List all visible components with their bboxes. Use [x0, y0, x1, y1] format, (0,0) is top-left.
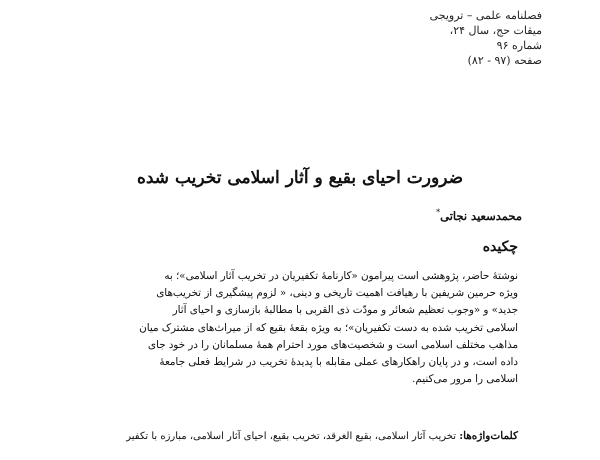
abstract-heading: چکیده [482, 239, 518, 255]
journal-pages: صفحه (۹۷ - ۸۲) [467, 54, 542, 67]
journal-name: فصلنامه علمی – ترویجی [429, 9, 542, 22]
author-line [436, 208, 522, 223]
abstract-line: ویژه حرمین شریفین با رهیافت اهمیت تاریخی و دینی، « لزوم پیشگیری از تخریب‌های [156, 287, 518, 300]
abstract-line: اسلامی را مرور می‌کنیم. [412, 373, 518, 386]
abstract-line: جدید» و «وجوب تعظیم شعائر و مودّت ذی القربی با مطالبهٔ بازسازی و احیای آثار [172, 304, 518, 317]
keywords-label: کلمات‌واژه‌ها: [459, 430, 518, 442]
author-name: محمدسعید نجاتی [440, 208, 522, 223]
journal-info [430, 8, 542, 68]
journal-issue: شماره ۹۶ [496, 39, 542, 52]
journal-volume: میقات حج، سال ۲۴، [449, 24, 542, 37]
keywords-text: تخریب آثار اسلامی، بقیع الغرقد، تخریب بقیع، احیای آثار اسلامی، مبارزه با تکفیر [126, 431, 456, 442]
abstract-line: اسلامی تخریب شده به دست تکفیریان»؛ به ویژه بقعهٔ بقیع که از میراث‌های مشترک میان [139, 321, 518, 334]
abstract-line: نوشتهٔ حاضر، پژوهشی است پیرامون «کارنامهٔ تکفیریان در تخریب آثار اسلامی»؛ به [164, 270, 518, 282]
article-title: ضرورت احیای بقیع و آثار اسلامی تخریب شده [136, 168, 464, 188]
author-footnote-marker: * [436, 208, 441, 217]
abstract-line: داده است، و در پایان راهکارهای عملی مقابله با پدیدهٔ تخریب در شرایط فعلی جامعهٔ [159, 356, 518, 369]
abstract-line: مذاهب مختلف اسلامی است و شخصیت‌های مورد احترام همهٔ مسلمانان را در خود جای [147, 338, 518, 351]
abstract-body [100, 268, 518, 388]
keywords-line [78, 430, 518, 442]
